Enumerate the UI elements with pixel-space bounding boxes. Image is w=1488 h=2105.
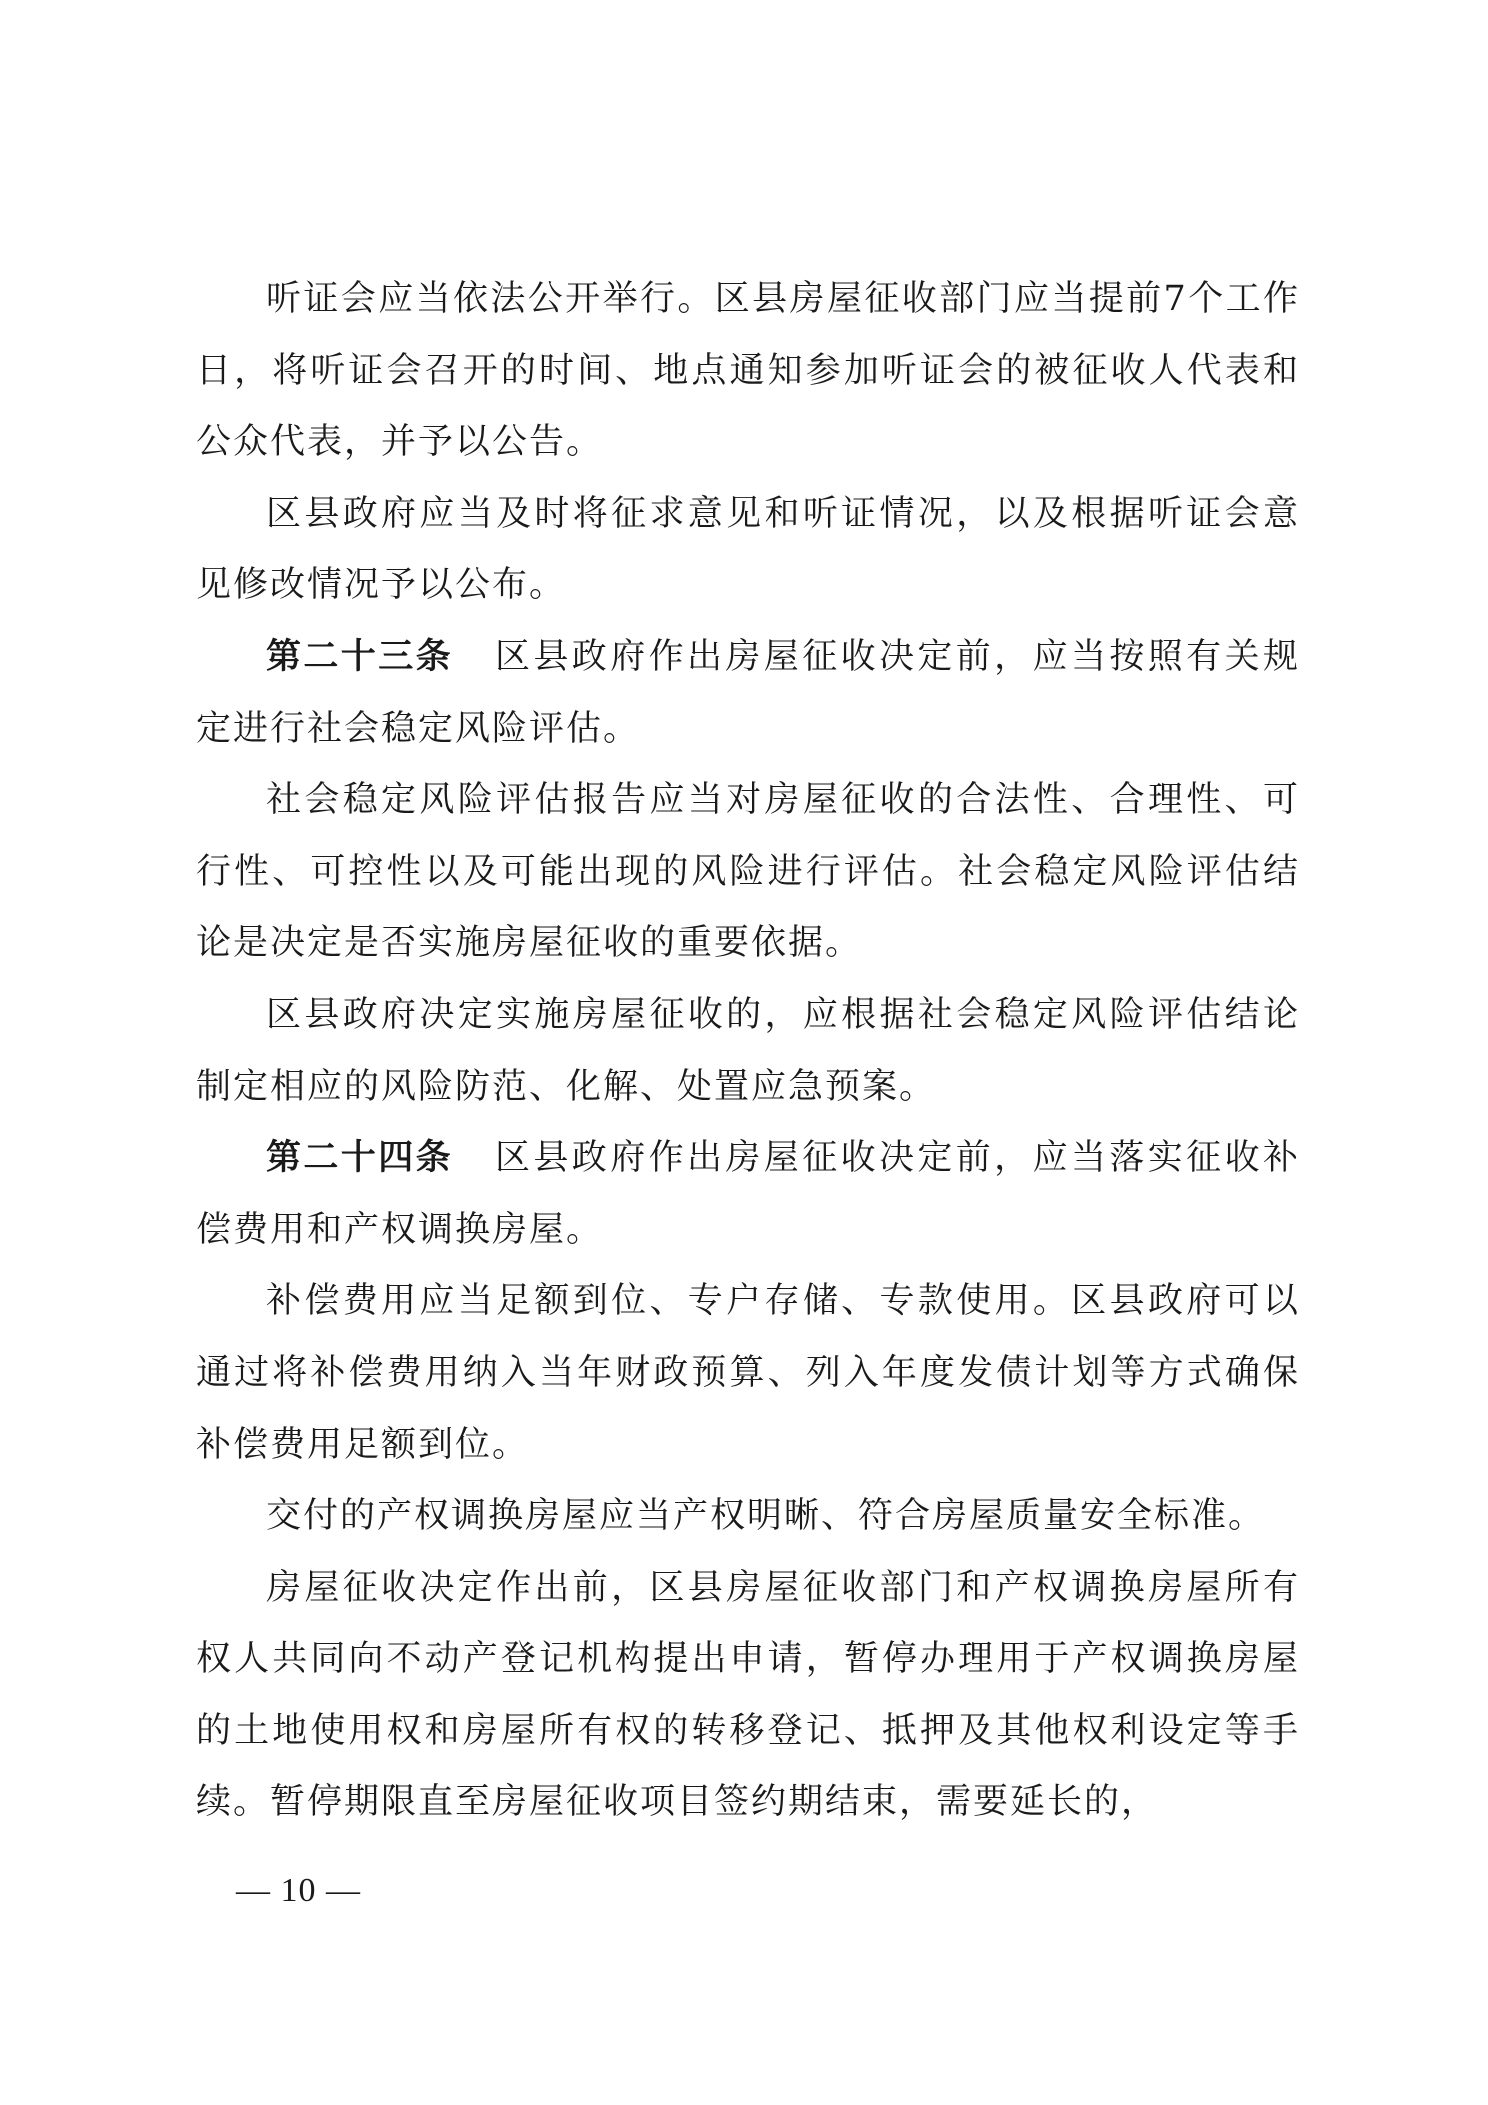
- paragraph-text: 房屋征收决定作出前，区县房屋征收部门和产权调换房屋所有权人共同向不动产登记机构提出申请，暂停办理用于产权调换房屋的土地使用权和房屋所有权的转移登记、抵押及其他权利设定等手续。暂停期限直至房屋征收项目签约期结束，需要延长的，: [196, 1567, 1300, 1823]
- article-23-paragraph: [196, 622, 1300, 765]
- paragraph-1: [196, 264, 1300, 479]
- article-number-23: 第二十三条: [266, 636, 453, 677]
- paragraph-text: 交付的产权调换房屋应当产权明晰、符合房屋质量安全标准。: [266, 1496, 1266, 1537]
- page-number: — 10 —: [236, 1872, 361, 1909]
- paragraph-8: [196, 1481, 1300, 1553]
- paragraph-text: 听证会应当依法公开举行。区县房屋征收部门应当提前7个工作日，将听证会召开的时间、地点通知参加听证会的被征收人代表和公众代表，并予以公告。: [196, 279, 1300, 463]
- paragraph-text: 区县政府决定实施房屋征收的，应根据社会稳定风险评估结论制定相应的风险防范、化解、处置应急预案。: [196, 994, 1300, 1107]
- article-24-paragraph: [196, 1123, 1300, 1266]
- paragraph-5: [196, 980, 1300, 1123]
- paragraph-text: 补偿费用应当足额到位、专户存储、专款使用。区县政府可以通过将补偿费用纳入当年财政预算、列入年度发债计划等方式确保补偿费用足额到位。: [196, 1281, 1300, 1465]
- paragraph-text: 区县政府作出房屋征收决定前，应当落实征收补偿费用和产权调换房屋。: [196, 1138, 1300, 1250]
- paragraph-text: 区县政府作出房屋征收决定前，应当按照有关规定进行社会稳定风险评估。: [196, 636, 1300, 749]
- article-number-24: 第二十四条: [266, 1138, 453, 1179]
- document-body: [196, 264, 1300, 1839]
- paragraph-4: [196, 765, 1300, 980]
- paragraph-9: [196, 1553, 1300, 1839]
- paragraph-7: [196, 1266, 1300, 1481]
- paragraph-text: 区县政府应当及时将征求意见和听证情况，以及根据听证会意见修改情况予以公布。: [196, 493, 1300, 606]
- paragraph-2: [196, 479, 1300, 622]
- paragraph-text: 社会稳定风险评估报告应当对房屋征收的合法性、合理性、可行性、可控性以及可能出现的风险进行评估。社会稳定风险评估结论是决定是否实施房屋征收的重要依据。: [196, 780, 1300, 964]
